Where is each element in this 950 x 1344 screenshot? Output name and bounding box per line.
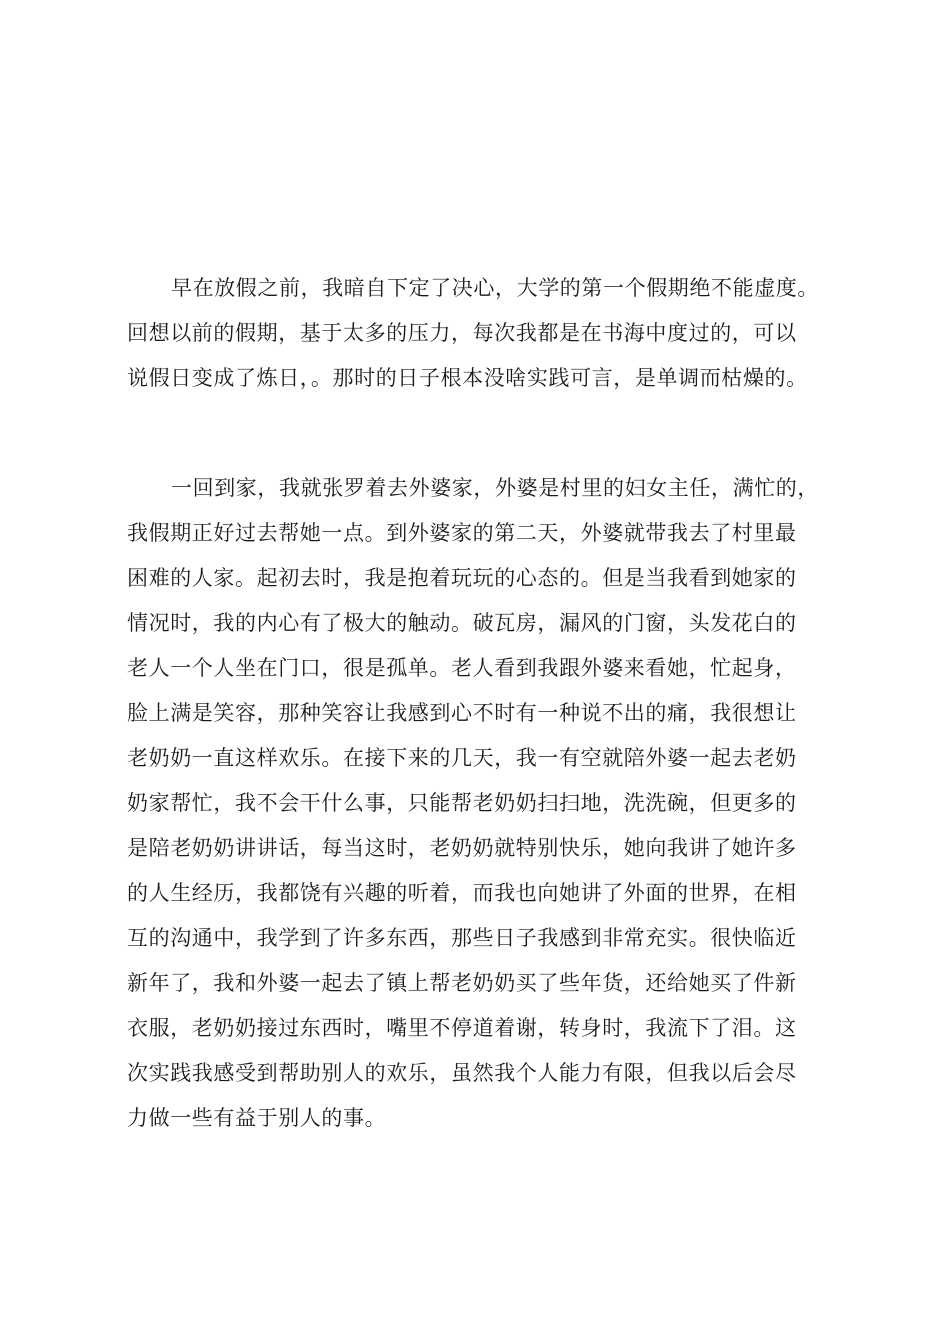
- paragraph-line: 困难的人家。起初去时，我是抱着玩玩的心态的。但是当我看到她家的: [127, 566, 797, 590]
- paragraph-line: 我假期正好过去帮她一点。到外婆家的第二天，外婆就带我去了村里最: [127, 521, 797, 545]
- paragraph-line: 衣服，老奶奶接过东西时，嘴里不停道着谢，转身时，我流下了泪。这: [127, 1016, 797, 1040]
- paragraph-line: 的人生经历，我都饶有兴趣的听着，而我也向她讲了外面的世界，在相: [127, 881, 797, 905]
- paragraph-2: [127, 466, 839, 1141]
- paragraph-line: 互的沟通中，我学到了许多东西，那些日子我感到非常充实。很快临近: [127, 926, 797, 950]
- paragraph-line: 老奶奶一直这样欢乐。在接下来的几天，我一有空就陪外婆一起去老奶: [127, 746, 797, 770]
- paragraph-line: 回想以前的假期，基于太多的压力，每次我都是在书海中度过的，可以: [127, 321, 797, 345]
- paragraph-line: 是陪老奶奶讲讲话，每当这时，老奶奶就特别快乐，她向我讲了她许多: [127, 836, 797, 860]
- paragraph-line: 老人一个人坐在门口，很是孤单。老人看到我跟外婆来看她，忙起身，: [127, 656, 797, 680]
- paragraph-line: 情况时，我的内心有了极大的触动。破瓦房，漏风的门窗，头发花白的: [127, 611, 797, 635]
- paragraph-line: 脸上满是笑容，那种笑容让我感到心不时有一种说不出的痛，我很想让: [127, 701, 797, 725]
- paragraph-line: 新年了，我和外婆一起去了镇上帮老奶奶买了些年货，还给她买了件新: [127, 971, 797, 995]
- paragraph-line: 奶家帮忙，我不会干什么事，只能帮老奶奶扫扫地，洗洗碗，但更多的: [127, 791, 797, 815]
- paragraph-line: 一回到家，我就张罗着去外婆家，外婆是村里的妇女主任，满忙的，: [171, 476, 819, 500]
- paragraph-line: 早在放假之前，我暗自下定了决心，大学的第一个假期绝不能虚度。: [171, 276, 819, 300]
- paragraph-line: 说假日变成了炼日，。那时的日子根本没啥实践可言，是单调而枯燥的。: [127, 366, 808, 390]
- paragraph-line: 力做一些有益于别人的事。: [127, 1106, 387, 1130]
- paragraph-line: 次实践我感受到帮助别人的欢乐，虽然我个人能力有限，但我以后会尽: [127, 1061, 797, 1085]
- paragraph-1: [127, 266, 839, 401]
